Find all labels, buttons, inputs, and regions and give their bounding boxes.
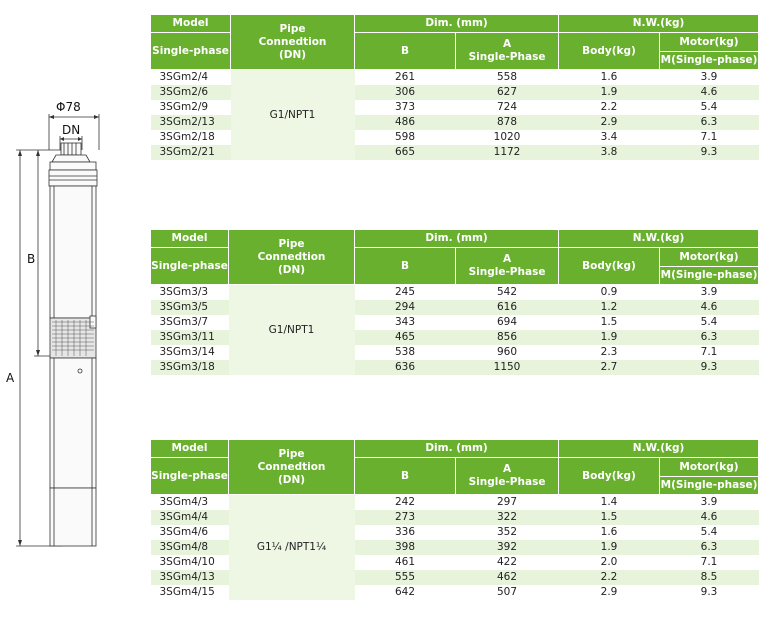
a-cell: 507 bbox=[456, 585, 559, 600]
model-cell: 3SGm3/11 bbox=[151, 330, 229, 345]
pipe-connection-header: Pipe Connedtion (DN) bbox=[231, 15, 355, 70]
body-cell: 3.8 bbox=[559, 145, 660, 160]
body-cell: 1.9 bbox=[559, 540, 660, 555]
motor-cell: 7.1 bbox=[660, 130, 759, 145]
motor-single-phase-header: M(Single-phase) bbox=[660, 52, 759, 70]
model-cell: 3SGm4/8 bbox=[151, 540, 229, 555]
a-dimension-label: A bbox=[6, 371, 15, 385]
motor-cell: 3.9 bbox=[660, 495, 759, 511]
b-header: B bbox=[355, 458, 456, 495]
model-cell: 3SGm2/4 bbox=[151, 70, 231, 86]
dim-header: Dim. (mm) bbox=[355, 440, 559, 458]
pipe-connection-header: Pipe Connedtion (DN) bbox=[229, 230, 355, 285]
pipe-cell: G1/NPT1 bbox=[229, 285, 355, 376]
b-cell: 245 bbox=[355, 285, 456, 301]
model-cell: 3SGm3/18 bbox=[151, 360, 229, 375]
motor-cell: 3.9 bbox=[660, 285, 759, 301]
a-cell: 616 bbox=[456, 300, 559, 315]
model-header: Model bbox=[151, 440, 229, 458]
nw-header: N.W.(kg) bbox=[559, 230, 759, 248]
table-row bbox=[151, 285, 759, 301]
body-weight-header: Body(kg) bbox=[559, 248, 660, 285]
body-cell: 1.4 bbox=[559, 495, 660, 511]
model-cell: 3SGm3/7 bbox=[151, 315, 229, 330]
a-header: A Single-Phase bbox=[456, 458, 559, 495]
b-header: B bbox=[355, 248, 456, 285]
body-cell: 2.7 bbox=[559, 360, 660, 375]
pipe-cell: G1¼ /NPT1¼ bbox=[229, 495, 355, 601]
model-cell: 3SGm4/10 bbox=[151, 555, 229, 570]
a-header: A Single-Phase bbox=[456, 33, 559, 70]
b-cell: 373 bbox=[355, 100, 456, 115]
nw-header: N.W.(kg) bbox=[559, 15, 759, 33]
a-cell: 1172 bbox=[456, 145, 559, 160]
motor-cell: 3.9 bbox=[660, 70, 759, 86]
model-cell: 3SGm2/9 bbox=[151, 100, 231, 115]
single-phase-header: Single-phase bbox=[151, 248, 229, 285]
body-cell: 2.2 bbox=[559, 100, 660, 115]
b-header: B bbox=[355, 33, 456, 70]
body-cell: 1.9 bbox=[559, 85, 660, 100]
body-cell: 3.4 bbox=[559, 130, 660, 145]
motor-cell: 6.3 bbox=[660, 540, 759, 555]
motor-cell: 9.3 bbox=[660, 145, 759, 160]
model-cell: 3SGm2/6 bbox=[151, 85, 231, 100]
body-cell: 1.2 bbox=[559, 300, 660, 315]
body-cell: 2.3 bbox=[559, 345, 660, 360]
a-header: A Single-Phase bbox=[456, 248, 559, 285]
motor-cell: 4.6 bbox=[660, 85, 759, 100]
a-cell: 322 bbox=[456, 510, 559, 525]
b-cell: 273 bbox=[355, 510, 456, 525]
body-weight-header: Body(kg) bbox=[559, 458, 660, 495]
b-cell: 665 bbox=[355, 145, 456, 160]
motor-weight-header: Motor(kg) bbox=[660, 248, 759, 267]
b-cell: 336 bbox=[355, 525, 456, 540]
motor-cell: 5.4 bbox=[660, 315, 759, 330]
body-cell: 1.5 bbox=[559, 510, 660, 525]
b-cell: 306 bbox=[355, 85, 456, 100]
a-cell: 724 bbox=[456, 100, 559, 115]
a-cell: 1150 bbox=[456, 360, 559, 375]
table-row bbox=[151, 70, 759, 86]
b-cell: 598 bbox=[355, 130, 456, 145]
body-cell: 2.9 bbox=[559, 115, 660, 130]
motor-cell: 6.3 bbox=[660, 115, 759, 130]
pump-dimension-drawing bbox=[0, 0, 140, 630]
b-cell: 465 bbox=[355, 330, 456, 345]
b-cell: 294 bbox=[355, 300, 456, 315]
pipe-connection-header: Pipe Connedtion (DN) bbox=[229, 440, 355, 495]
body-cell: 2.0 bbox=[559, 555, 660, 570]
motor-single-phase-header: M(Single-phase) bbox=[660, 477, 759, 495]
table-row bbox=[151, 495, 759, 511]
a-cell: 558 bbox=[456, 70, 559, 86]
a-cell: 960 bbox=[456, 345, 559, 360]
body-cell: 2.2 bbox=[559, 570, 660, 585]
model-cell: 3SGm4/15 bbox=[151, 585, 229, 600]
motor-cell: 5.4 bbox=[660, 525, 759, 540]
b-cell: 398 bbox=[355, 540, 456, 555]
motor-cell: 8.5 bbox=[660, 570, 759, 585]
dim-header: Dim. (mm) bbox=[355, 230, 559, 248]
dn-label: DN bbox=[62, 123, 81, 137]
b-cell: 636 bbox=[355, 360, 456, 375]
spec-table-3sgm4 bbox=[150, 439, 759, 600]
pump-outline-image bbox=[0, 0, 140, 630]
motor-cell: 4.6 bbox=[660, 510, 759, 525]
motor-cell: 4.6 bbox=[660, 300, 759, 315]
model-cell: 3SGm3/5 bbox=[151, 300, 229, 315]
motor-weight-header: Motor(kg) bbox=[660, 458, 759, 477]
b-cell: 343 bbox=[355, 315, 456, 330]
model-cell: 3SGm2/18 bbox=[151, 130, 231, 145]
motor-cell: 7.1 bbox=[660, 555, 759, 570]
b-cell: 261 bbox=[355, 70, 456, 86]
a-cell: 352 bbox=[456, 525, 559, 540]
b-cell: 461 bbox=[355, 555, 456, 570]
a-cell: 297 bbox=[456, 495, 559, 511]
b-cell: 538 bbox=[355, 345, 456, 360]
dim-header: Dim. (mm) bbox=[355, 15, 559, 33]
motor-cell: 9.3 bbox=[660, 360, 759, 375]
body-cell: 1.5 bbox=[559, 315, 660, 330]
model-cell: 3SGm3/3 bbox=[151, 285, 229, 301]
motor-cell: 9.3 bbox=[660, 585, 759, 600]
b-cell: 486 bbox=[355, 115, 456, 130]
body-cell: 1.9 bbox=[559, 330, 660, 345]
single-phase-header: Single-phase bbox=[151, 458, 229, 495]
b-cell: 242 bbox=[355, 495, 456, 511]
model-cell: 3SGm3/14 bbox=[151, 345, 229, 360]
a-cell: 542 bbox=[456, 285, 559, 301]
spec-table-3sgm2 bbox=[150, 14, 759, 160]
body-cell: 2.9 bbox=[559, 585, 660, 600]
body-weight-header: Body(kg) bbox=[559, 33, 660, 70]
motor-single-phase-header: M(Single-phase) bbox=[660, 267, 759, 285]
body-cell: 0.9 bbox=[559, 285, 660, 301]
model-cell: 3SGm2/13 bbox=[151, 115, 231, 130]
model-cell: 3SGm4/3 bbox=[151, 495, 229, 511]
body-cell: 1.6 bbox=[559, 525, 660, 540]
b-cell: 642 bbox=[355, 585, 456, 600]
motor-cell: 7.1 bbox=[660, 345, 759, 360]
model-cell: 3SGm4/13 bbox=[151, 570, 229, 585]
a-cell: 627 bbox=[456, 85, 559, 100]
motor-cell: 6.3 bbox=[660, 330, 759, 345]
a-cell: 1020 bbox=[456, 130, 559, 145]
pipe-cell: G1/NPT1 bbox=[231, 70, 355, 161]
b-dimension-label: B bbox=[27, 252, 36, 266]
a-cell: 462 bbox=[456, 570, 559, 585]
a-cell: 392 bbox=[456, 540, 559, 555]
model-header: Model bbox=[151, 230, 229, 248]
b-cell: 555 bbox=[355, 570, 456, 585]
motor-weight-header: Motor(kg) bbox=[660, 33, 759, 52]
spec-table-3sgm3 bbox=[150, 229, 759, 375]
single-phase-header: Single-phase bbox=[151, 33, 231, 70]
nw-header: N.W.(kg) bbox=[559, 440, 759, 458]
model-cell: 3SGm4/6 bbox=[151, 525, 229, 540]
a-cell: 422 bbox=[456, 555, 559, 570]
diameter-label: Φ78 bbox=[56, 100, 81, 114]
model-header: Model bbox=[151, 15, 231, 33]
motor-cell: 5.4 bbox=[660, 100, 759, 115]
body-cell: 1.6 bbox=[559, 70, 660, 86]
a-cell: 878 bbox=[456, 115, 559, 130]
model-cell: 3SGm4/4 bbox=[151, 510, 229, 525]
model-cell: 3SGm2/21 bbox=[151, 145, 231, 160]
a-cell: 694 bbox=[456, 315, 559, 330]
a-cell: 856 bbox=[456, 330, 559, 345]
